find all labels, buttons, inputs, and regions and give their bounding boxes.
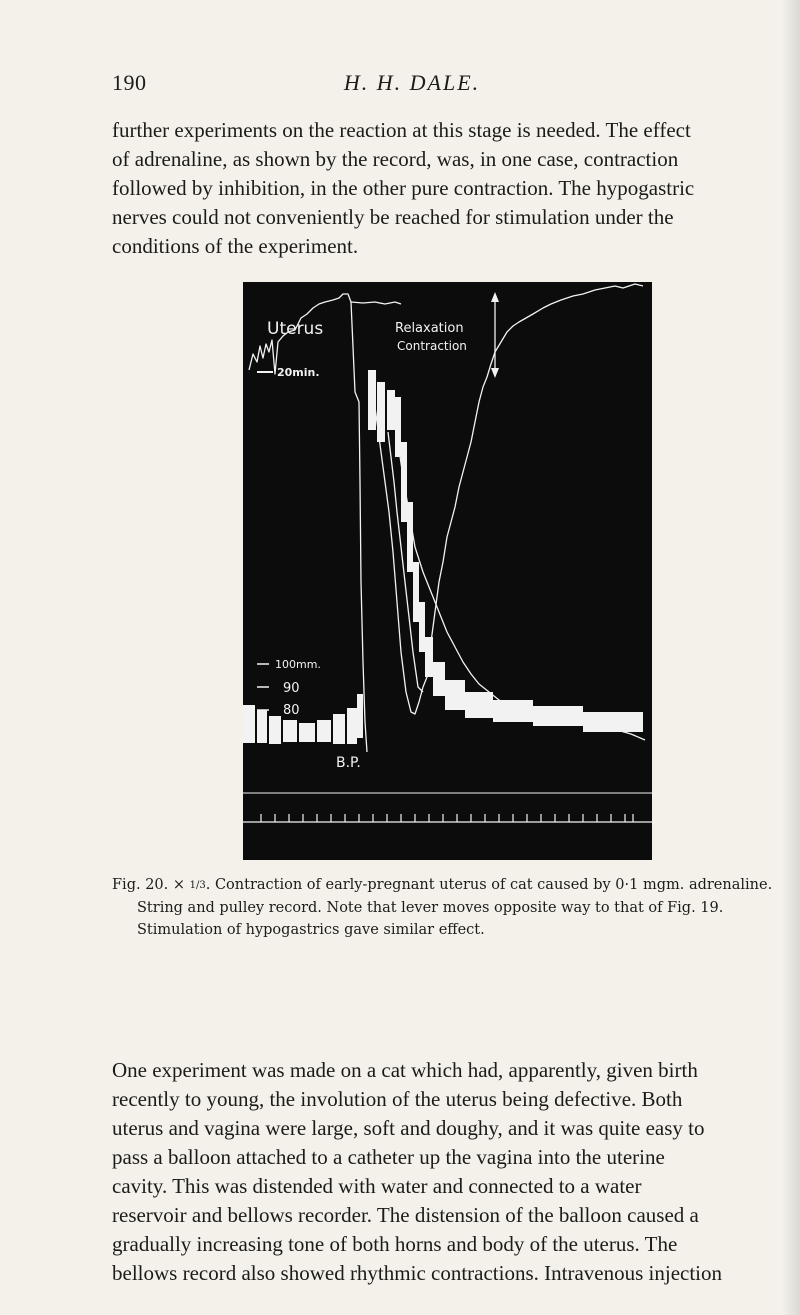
page-number: 190 [112,70,147,95]
label-contraction: Contraction [397,339,467,353]
running-head-author: H. H. DALE. [343,70,481,95]
arrow-down-icon [491,368,499,378]
body-paragraph-2: One experiment was made on a cat which had, apparently, given birth recently to young, the involution of the uterus being defective. Both uterus and vagina were large, soft and doughy, and it was quite easy to pass a balloon attached to a catheter up the vagina into the uterine cavity. This was distended with water and connected to a water reservoir and bellows recorder. The distension of the balloon caused a gradually increasing tone of both horns and body of the uterus. The bellows record also showed rhythmic contractions. Intravenous injection [112,1058,723,1285]
caption-scale: × [172,877,186,893]
body-paragraph-1: further experiments on the reaction at this stage is needed. The effect of adrenaline, as shown by the record, was, in one case, contraction followed by inhibition, in the other pure contraction. The hypogastric nerves could not conveniently be reached for stimulation under the conditions of the experiment. [112,118,695,258]
running-head [112,70,712,100]
figure-caption: Fig. 20. × 1/3. Contraction of early-pregnant uterus of cat caused by 0·1 mgm. adrenaline. String and pulley record. Note that lever moves opposite way to that of Fig. 19. Stimulation of hypogastrics gave similar effect. [112,874,788,941]
label-pressure-100: 100mm. [275,658,321,671]
label-bp: B.P. [336,755,361,771]
caption-fig-label: Fig. 20. [112,877,169,893]
caption-scale-fraction: 1/3 [189,880,206,891]
pressure-scale-dashes [257,664,269,710]
page-edge-shadow [782,0,800,1315]
caption-line-2: String and pulley record. Note that lever moves opposite way to that of Fig. 19. [137,900,724,916]
arrow-up-icon [491,292,499,302]
label-relaxation: Relaxation [395,321,464,336]
label-uterus: Uterus [267,319,324,339]
kymograph-record [243,282,652,860]
time-ticks [261,814,633,822]
bp-trace [243,370,643,744]
caption-line-3: Stimulation of hypogastrics gave similar effect. [137,922,485,938]
caption-line-1: Contraction of early-pregnant uterus of cat caused by 0·1 mgm. adrenaline. [214,877,773,893]
label-time-mark: 20min. [277,366,320,379]
label-pressure-80: 80 [283,703,300,718]
kymograph-figure [243,282,652,860]
label-pressure-90: 90 [283,681,300,696]
